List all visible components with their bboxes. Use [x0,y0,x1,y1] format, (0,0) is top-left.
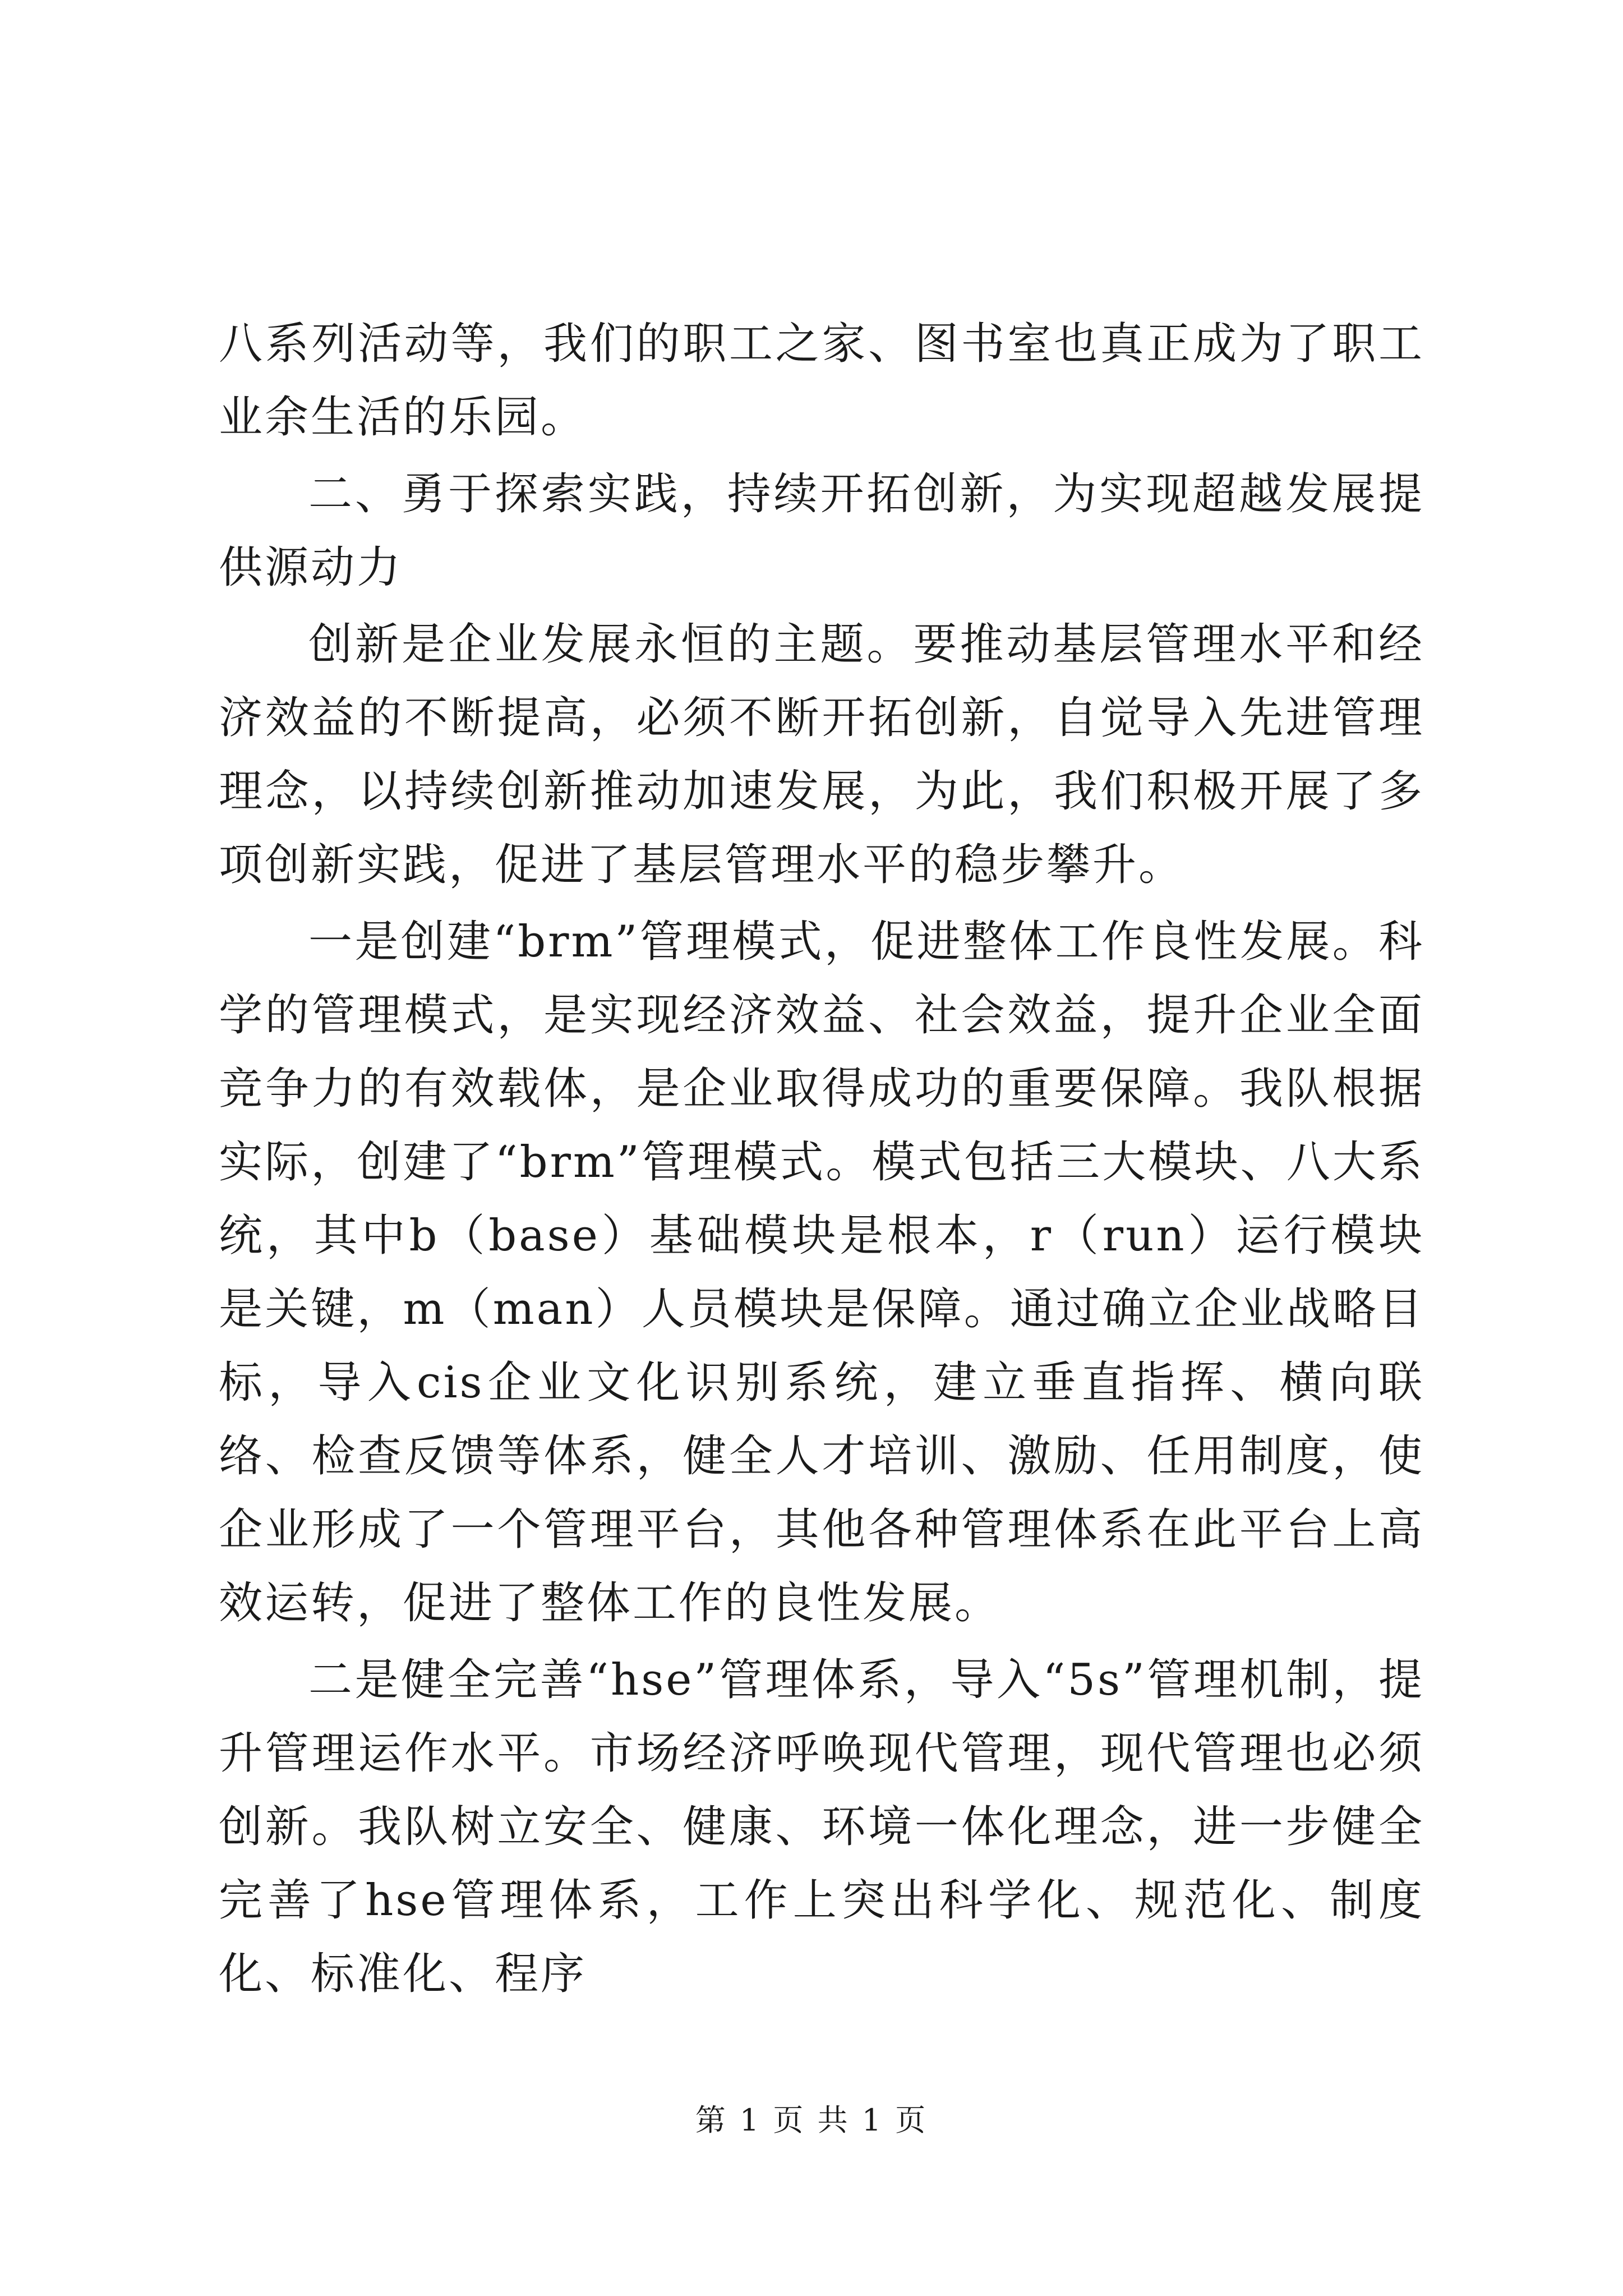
section-heading: 二、勇于探索实践，持续开拓创新，为实现超越发展提供源动力 [219,469,1424,593]
paragraph-innovation: 创新是企业发展永恒的主题。要推动基层管理水平和经济效益的不断提高，必须不断开拓创新，自觉导入先进管理理念，以持续创新推动加速发展，为此，我们积极开展了多项创新实践，促进了基层管理水平的稳步攀升。 [219,619,1424,890]
paragraph-continuation: 八系列活动等，我们的职工之家、图书室也真正成为了职工业余生活的乐园。 [219,319,1424,443]
paragraph-brm-model: 一是创建“brm”管理模式，促进整体工作良性发展。科学的管理模式，是实现经济效益、社会效益，提升企业全面竞争力的有效载体，是企业取得成功的重要保障。我队根据实际，创建了“brm”管理模式。模式包括三大模块、八大系统，其中b（base）基础模块是根本，r（run）运行模块是关键，m（man）人员模块是保障。通过确立企业战略目标，导入cis企业文化识别系统，建立垂直指挥、横向联络、检查反馈等体系，健全人才培训、激励、任用制度，使企业形成了一个管理平台，其他各种管理体系在此平台上高效运转，促进了整体工作的良性发展。 [219,917,1424,1628]
document-body [219,307,1424,2014]
page-footer: 第 1 页 共 1 页 [695,2102,928,2138]
paragraph-hse-system: 二是健全完善“hse”管理体系，导入“5s”管理机制，提升管理运作水平。市场经济呼唤现代管理，现代管理也必须创新。我队树立安全、健康、环境一体化理念，进一步健全完善了hse管理体系，工作上突出科学化、规范化、制度化、标准化、程序 [219,1655,1424,1999]
